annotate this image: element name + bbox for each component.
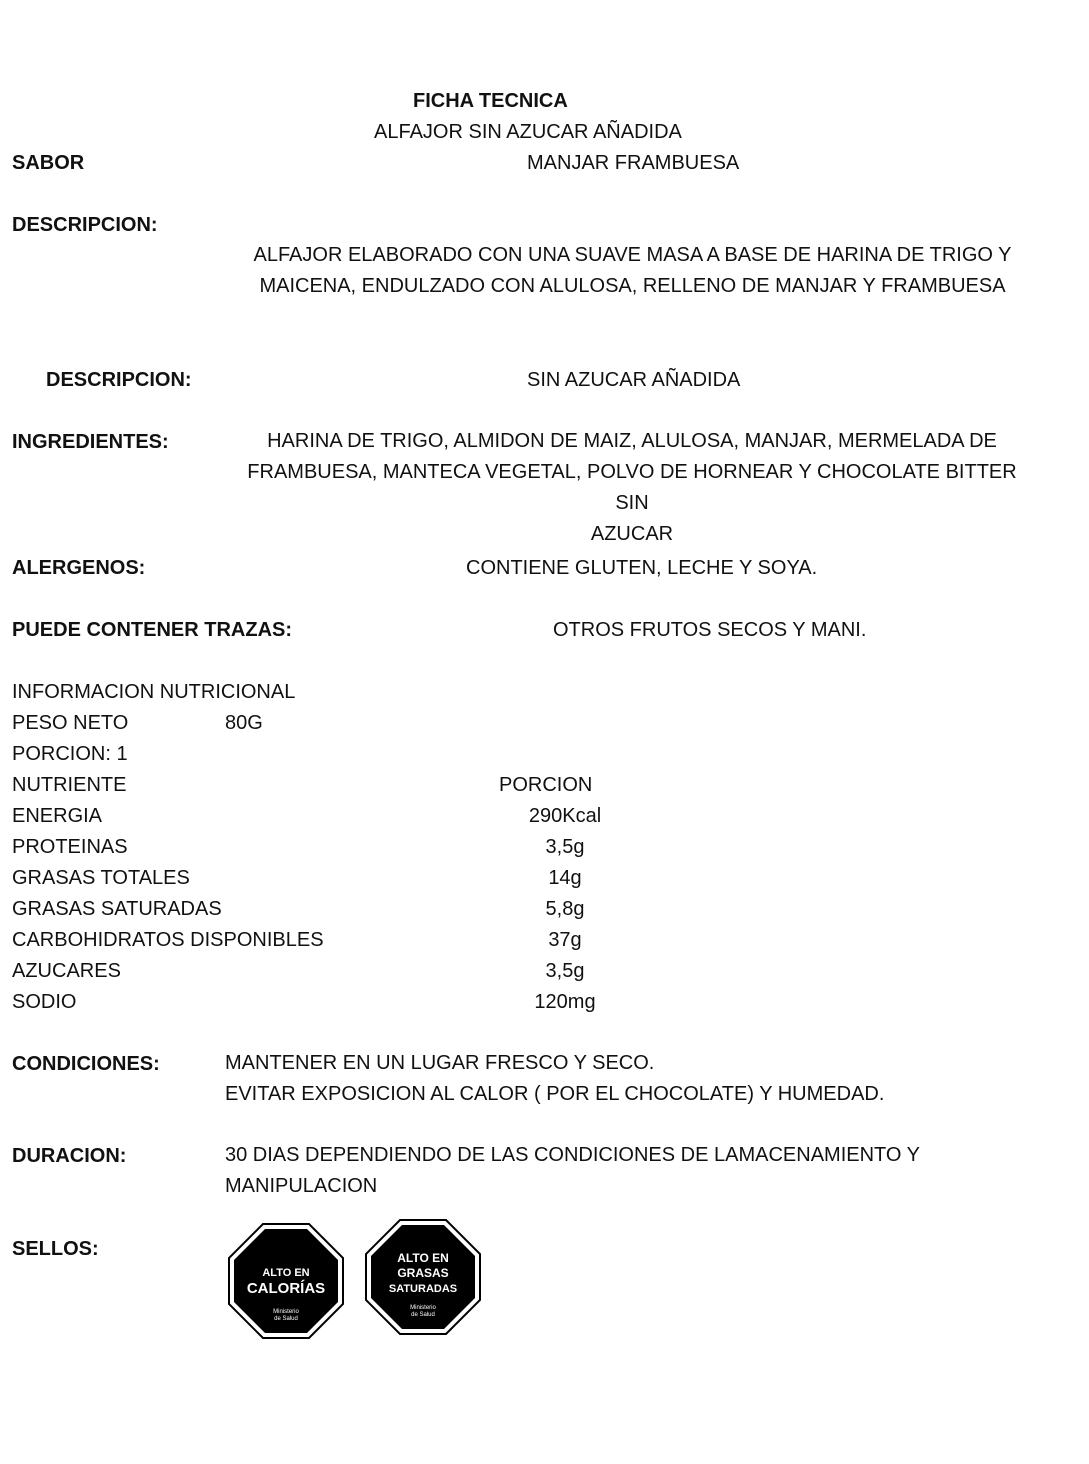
- condiciones-line: EVITAR EXPOSICION AL CALOR ( POR EL CHOCOLATE) Y HUMEDAD.: [225, 1083, 885, 1105]
- descripcion2-value: SIN AZUCAR AÑADIDA: [527, 369, 741, 391]
- nutrient-value: 37g: [548, 929, 582, 951]
- trazas-label: PUEDE CONTENER TRAZAS:: [12, 619, 293, 641]
- document-title: FICHA TECNICA: [413, 90, 568, 112]
- nutrient-value: 290Kcal: [528, 805, 602, 827]
- nutrient-name: AZUCARES: [12, 960, 121, 982]
- nutrient-value: 14g: [548, 867, 582, 889]
- peso-neto-label: PESO NETO: [12, 712, 129, 734]
- nutrition-heading: INFORMACION NUTRICIONAL: [12, 681, 296, 703]
- descripcion2-label: DESCRIPCION:: [46, 369, 192, 391]
- sabor-value: MANJAR FRAMBUESA: [527, 152, 740, 174]
- nutrient-value: 3,5g: [545, 960, 585, 982]
- seal-line: ALTO EN: [397, 1251, 449, 1265]
- duracion-line: 30 DIAS DEPENDIENDO DE LAS CONDICIONES DE LAMACENAMIENTO Y: [225, 1144, 920, 1166]
- seal-line: ALTO EN: [262, 1267, 310, 1279]
- seal-line: CALORÍAS: [246, 1280, 326, 1297]
- peso-neto-value: 80G: [225, 712, 263, 734]
- nutrient-name: GRASAS SATURADAS: [12, 898, 222, 920]
- descripcion-line: MAICENA, ENDULZADO CON ALULOSA, RELLENO DE MANJAR Y FRAMBUESA: [259, 275, 1006, 297]
- nutrient-name: GRASAS TOTALES: [12, 867, 190, 889]
- condiciones-line: MANTENER EN UN LUGAR FRESCO Y SECO.: [225, 1052, 655, 1074]
- duracion-line: MANIPULACION: [225, 1175, 378, 1197]
- nutrient-name: PROTEINAS: [12, 836, 128, 858]
- alto-en-calorias-seal: [227, 1222, 345, 1340]
- seal-ministry: Ministerio: [410, 1305, 436, 1311]
- seal-ministry: Ministerio: [273, 1309, 299, 1315]
- seal-line: GRASAS: [397, 1266, 449, 1280]
- descripcion-label: DESCRIPCION:: [12, 214, 158, 236]
- nutrient-name: SODIO: [12, 991, 77, 1013]
- document-subtitle: ALFAJOR SIN AZUCAR AÑADIDA: [374, 121, 682, 143]
- seal-ministry: de Salud: [274, 1316, 298, 1322]
- descripcion-line: ALFAJOR ELABORADO CON UNA SUAVE MASA A BASE DE HARINA DE TRIGO Y: [253, 244, 1012, 266]
- alto-en-grasas-saturadas-seal: [364, 1218, 482, 1336]
- nutrient-value: 120mg: [534, 991, 596, 1013]
- seal-ministry: de Salud: [411, 1312, 435, 1318]
- portion-column-header: PORCION: [499, 774, 593, 796]
- descripcion-text: [240, 240, 1025, 302]
- porcion-count: PORCION: 1: [12, 743, 128, 765]
- ingredientes-text: [232, 426, 1032, 550]
- nutrient-value: 3,5g: [545, 836, 585, 858]
- sabor-label: SABOR: [12, 152, 85, 174]
- nutrient-name: CARBOHIDRATOS DISPONIBLES: [12, 929, 324, 951]
- condiciones-text: [225, 1048, 884, 1110]
- nutrient-value: 5,8g: [545, 898, 585, 920]
- duracion-text: [225, 1140, 920, 1202]
- ingredientes-line: FRAMBUESA, MANTECA VEGETAL, POLVO DE HORNEAR Y CHOCOLATE BITTER SIN: [247, 461, 1017, 514]
- nutrient-name: ENERGIA: [12, 805, 103, 827]
- alergenos-label: ALERGENOS:: [12, 557, 146, 579]
- condiciones-label: CONDICIONES:: [12, 1053, 160, 1075]
- duracion-label: DURACION:: [12, 1145, 127, 1167]
- trazas-value: OTROS FRUTOS SECOS Y MANI.: [553, 619, 867, 641]
- ingredientes-line: AZUCAR: [590, 523, 674, 545]
- sellos-label: SELLOS:: [12, 1238, 99, 1260]
- seal-line: SATURADAS: [388, 1283, 458, 1295]
- ingredientes-label: INGREDIENTES:: [12, 431, 169, 453]
- nutrient-column-header: NUTRIENTE: [12, 774, 127, 796]
- ingredientes-line: HARINA DE TRIGO, ALMIDON DE MAIZ, ALULOSA, MANJAR, MERMELADA DE: [267, 430, 997, 452]
- alergenos-value: CONTIENE GLUTEN, LECHE Y SOYA.: [466, 557, 818, 579]
